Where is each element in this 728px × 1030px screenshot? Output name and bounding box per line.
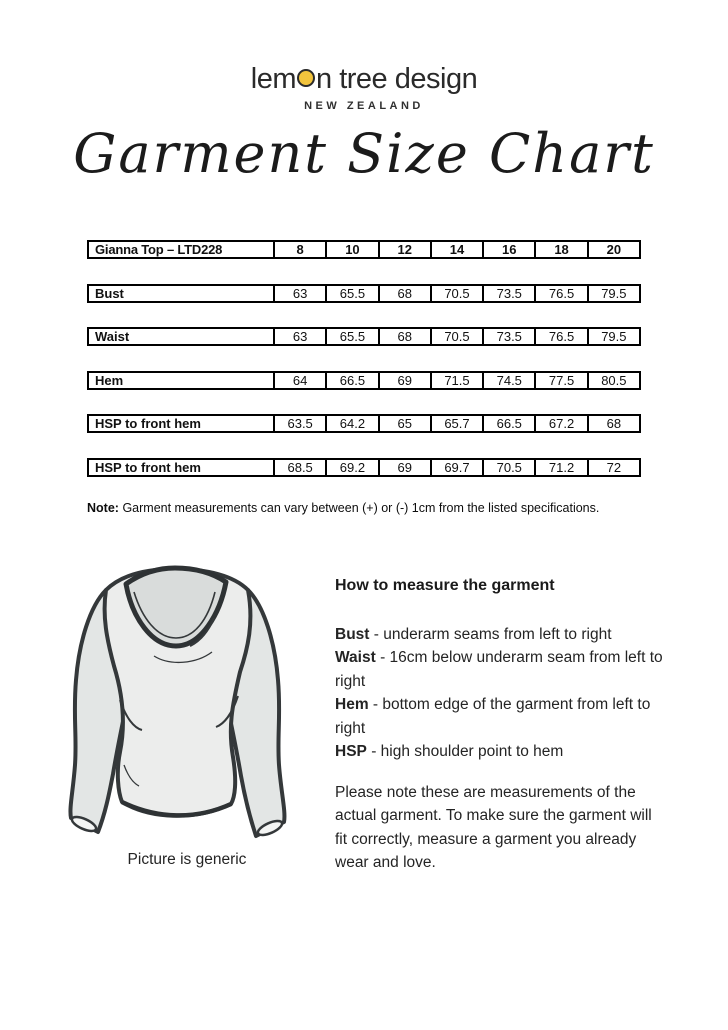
page-title: Garment Size Chart	[73, 122, 655, 185]
measure-item-hem	[335, 693, 667, 740]
table-row	[88, 241, 640, 258]
table-row	[88, 372, 640, 389]
cell-value: 68.5	[274, 459, 326, 476]
cell-value: 71.2	[535, 459, 587, 476]
measurement-note	[87, 501, 599, 515]
product-name: Gianna Top – LTD228	[88, 241, 274, 258]
cell-value: 79.5	[588, 285, 640, 302]
cell-value: 66.5	[483, 415, 535, 432]
note-label: Note:	[87, 501, 119, 515]
cell-value: 69.7	[431, 459, 483, 476]
cell-value: 67.2	[535, 415, 587, 432]
brand-name	[0, 63, 728, 96]
size-col-header: 12	[379, 241, 431, 258]
cell-value: 68	[379, 328, 431, 345]
cell-value: 63.5	[274, 415, 326, 432]
table-row	[88, 459, 640, 476]
measure-heading: How to measure the garment	[335, 577, 555, 594]
row-label: Waist	[88, 328, 274, 345]
measure-term: Waist	[335, 649, 376, 666]
row-label: Hem	[88, 372, 274, 389]
table-row	[88, 328, 640, 345]
cell-value: 63	[274, 285, 326, 302]
cell-value: 70.5	[483, 459, 535, 476]
garment-sketch-svg	[62, 560, 312, 852]
cell-value: 71.5	[431, 372, 483, 389]
size-table-waist-row	[87, 327, 641, 346]
measure-term: Hem	[335, 696, 369, 713]
measure-item-hsp	[335, 740, 667, 764]
cell-value: 80.5	[588, 372, 640, 389]
cell-value: 73.5	[483, 285, 535, 302]
measure-desc: - high shoulder point to hem	[371, 743, 564, 760]
measure-term: HSP	[335, 743, 367, 760]
cell-value: 70.5	[431, 285, 483, 302]
figure-caption: Picture is generic	[127, 851, 247, 868]
measure-desc: - bottom edge of the garment from left to right	[335, 696, 651, 737]
size-col-header: 10	[326, 241, 378, 258]
cell-value: 69.2	[326, 459, 378, 476]
lemon-dot-icon	[297, 69, 315, 87]
size-table-hsp-row-1	[87, 414, 641, 433]
cell-value: 77.5	[535, 372, 587, 389]
table-row	[88, 415, 640, 432]
measure-item-bust	[335, 623, 667, 647]
cell-value: 66.5	[326, 372, 378, 389]
measure-paragraph: Please note these are measurements of the actual garment. To make sure the garment will fit correctly, measure a garment you already wear and love.	[335, 783, 652, 871]
measure-desc: - 16cm below underarm seam from left to right	[335, 649, 663, 690]
row-label: Bust	[88, 285, 274, 302]
measure-term: Bust	[335, 625, 370, 643]
size-table-header-row	[87, 240, 641, 259]
measure-guide	[335, 574, 667, 875]
cell-value: 65.5	[326, 328, 378, 345]
size-col-header: 8	[274, 241, 326, 258]
cell-value: 68	[379, 285, 431, 302]
cell-value: 76.5	[535, 285, 587, 302]
note-text: Garment measurements can vary between (+) or (-) 1cm from the listed specifications.	[122, 501, 600, 515]
size-table-bust-row	[87, 284, 641, 303]
cell-value: 64	[274, 372, 326, 389]
brand-name-part1: lem	[250, 63, 297, 95]
brand-name-part2: n tree design	[316, 63, 478, 95]
size-col-header: 20	[588, 241, 640, 258]
size-col-header: 14	[431, 241, 483, 258]
cell-value: 64.2	[326, 415, 378, 432]
size-col-header: 18	[535, 241, 587, 258]
size-col-header: 16	[483, 241, 535, 258]
brand-logo	[0, 63, 728, 112]
row-label: HSP to front hem	[88, 459, 274, 476]
cell-value: 76.5	[535, 328, 587, 345]
measure-item-waist	[335, 646, 667, 693]
cell-value: 68	[588, 415, 640, 432]
size-table-hem-row	[87, 371, 641, 390]
cell-value: 73.5	[483, 328, 535, 345]
cell-value: 63	[274, 328, 326, 345]
size-table-hsp-row-2	[87, 458, 641, 477]
cell-value: 65.7	[431, 415, 483, 432]
cell-value: 65.5	[326, 285, 378, 302]
cell-value: 72	[588, 459, 640, 476]
cell-value: 70.5	[431, 328, 483, 345]
measure-desc: - underarm seams from left to right	[373, 625, 612, 643]
cell-value: 79.5	[588, 328, 640, 345]
brand-subtitle: NEW ZEALAND	[304, 100, 424, 112]
cell-value: 65	[379, 415, 431, 432]
cell-value: 74.5	[483, 372, 535, 389]
cell-value: 69	[379, 459, 431, 476]
cell-value: 69	[379, 372, 431, 389]
garment-illustration	[62, 560, 312, 852]
table-row	[88, 285, 640, 302]
row-label: HSP to front hem	[88, 415, 274, 432]
